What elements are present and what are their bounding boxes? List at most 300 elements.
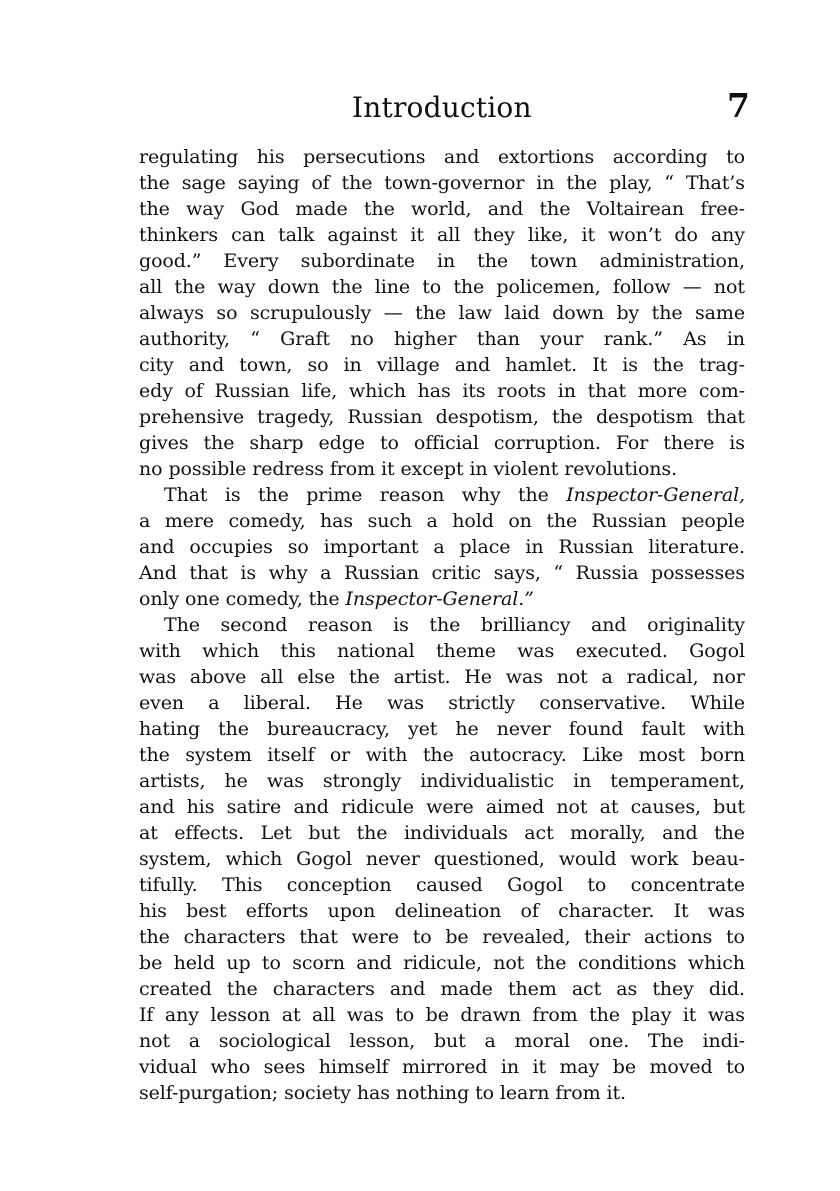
word: “ bbox=[250, 328, 260, 350]
word: higher bbox=[394, 328, 457, 350]
word: all bbox=[260, 666, 284, 688]
word: any bbox=[710, 224, 745, 246]
word: liberal. bbox=[243, 692, 311, 714]
text-line bbox=[139, 248, 745, 274]
word: against bbox=[327, 224, 398, 246]
word: despotism bbox=[595, 406, 694, 428]
text-line bbox=[139, 404, 745, 430]
word: that bbox=[189, 562, 228, 584]
word: the bbox=[589, 1004, 620, 1026]
word: city bbox=[139, 354, 174, 376]
word: your bbox=[540, 328, 584, 350]
word: moved bbox=[649, 1056, 713, 1078]
word: the bbox=[331, 276, 363, 298]
word: actions bbox=[643, 926, 713, 948]
word: redress bbox=[252, 458, 324, 480]
word: concentrate bbox=[630, 874, 745, 896]
word: While bbox=[690, 692, 745, 714]
word: its bbox=[462, 380, 486, 402]
word: possesses bbox=[651, 562, 745, 584]
word: and bbox=[454, 354, 491, 376]
word: persecutions bbox=[303, 146, 426, 168]
word: the bbox=[139, 926, 170, 948]
word: conception bbox=[286, 874, 392, 896]
word: not bbox=[556, 666, 588, 688]
word: has bbox=[320, 510, 354, 532]
word: vidual bbox=[139, 1056, 198, 1078]
word: than bbox=[476, 328, 520, 350]
word: was bbox=[139, 666, 177, 688]
word: indi- bbox=[702, 1030, 745, 1052]
word: individualistic bbox=[420, 770, 555, 792]
word: it bbox=[581, 224, 595, 246]
word: effects. bbox=[174, 822, 245, 844]
word: This bbox=[222, 874, 263, 896]
word: sharp bbox=[249, 432, 304, 454]
word: only bbox=[139, 588, 180, 610]
word: beau- bbox=[692, 848, 745, 870]
word: radical, bbox=[626, 666, 699, 688]
text-line bbox=[139, 612, 745, 638]
word: of bbox=[520, 900, 539, 922]
word: act bbox=[524, 822, 554, 844]
word: was bbox=[505, 666, 543, 688]
word: not bbox=[556, 796, 588, 818]
word: be bbox=[425, 1004, 449, 1026]
word: — bbox=[383, 302, 403, 324]
word: society bbox=[284, 1082, 351, 1104]
word: it bbox=[682, 1004, 697, 1026]
text-line bbox=[139, 768, 745, 794]
word: as bbox=[616, 978, 638, 1000]
word: the bbox=[308, 588, 340, 610]
word: administration, bbox=[599, 250, 745, 272]
word: authority, bbox=[139, 328, 230, 350]
text-line bbox=[139, 508, 745, 534]
word: the bbox=[477, 250, 508, 272]
word: by bbox=[616, 302, 640, 324]
word: above bbox=[189, 666, 247, 688]
word: else bbox=[297, 666, 336, 688]
word: He bbox=[464, 666, 492, 688]
word: autocracy. bbox=[469, 744, 567, 766]
word: to bbox=[379, 432, 399, 454]
word: was bbox=[346, 1004, 384, 1026]
word: second bbox=[220, 614, 288, 636]
word: Like bbox=[582, 744, 624, 766]
word: to bbox=[395, 1004, 415, 1026]
word: is bbox=[240, 562, 257, 584]
word: prime bbox=[306, 484, 363, 506]
word: such bbox=[367, 510, 413, 532]
word: Graft bbox=[280, 328, 330, 350]
word: he bbox=[224, 770, 248, 792]
word: a bbox=[320, 562, 332, 584]
word: to bbox=[726, 1056, 745, 1078]
text-line bbox=[139, 820, 745, 846]
text-line bbox=[139, 430, 745, 456]
word: himself bbox=[318, 1056, 389, 1078]
text-line bbox=[139, 326, 745, 352]
text-line bbox=[139, 300, 745, 326]
word: Gogol bbox=[296, 848, 352, 870]
word: the bbox=[539, 198, 571, 220]
word: made bbox=[440, 978, 493, 1000]
word: was bbox=[386, 692, 425, 714]
text-line bbox=[139, 1054, 745, 1080]
word: Gogol bbox=[507, 874, 563, 896]
word: way bbox=[217, 276, 256, 298]
word: the bbox=[257, 484, 289, 506]
word: to bbox=[422, 276, 442, 298]
word: why bbox=[268, 562, 308, 584]
word: the bbox=[341, 172, 373, 194]
word: sage bbox=[181, 172, 226, 194]
word: Inspector-General, bbox=[566, 484, 745, 506]
word: violent bbox=[493, 458, 559, 480]
word: and bbox=[188, 354, 225, 376]
word: says, bbox=[493, 562, 541, 584]
word: satire bbox=[226, 796, 282, 818]
word: but bbox=[713, 796, 745, 818]
page-number: 7 bbox=[727, 86, 750, 125]
word: a bbox=[484, 1030, 496, 1052]
word: revealed, bbox=[482, 926, 571, 948]
word: which bbox=[225, 848, 283, 870]
word: to bbox=[475, 1082, 494, 1104]
word: rank.” bbox=[603, 328, 663, 350]
word: held bbox=[173, 952, 215, 974]
word: made bbox=[295, 198, 348, 220]
word: from bbox=[555, 1082, 601, 1104]
word: extortions bbox=[497, 146, 595, 168]
word: Russian bbox=[343, 562, 419, 584]
word: the bbox=[348, 666, 380, 688]
word: drawn bbox=[460, 1004, 521, 1026]
word: Inspector-General.” bbox=[345, 588, 534, 610]
word: with bbox=[703, 718, 745, 740]
word: ridicule, bbox=[403, 952, 482, 974]
word: and bbox=[139, 536, 175, 558]
word: life, bbox=[301, 380, 338, 402]
word: with bbox=[139, 640, 181, 662]
text-line bbox=[139, 1002, 745, 1028]
word: born bbox=[700, 744, 745, 766]
running-head bbox=[0, 88, 840, 128]
word: in bbox=[573, 770, 592, 792]
text-line bbox=[139, 976, 745, 1002]
word: won’t bbox=[608, 224, 662, 246]
word: sociological bbox=[218, 1030, 331, 1052]
word: his bbox=[139, 900, 167, 922]
text-line bbox=[139, 456, 745, 482]
word: in bbox=[469, 458, 488, 480]
word: same bbox=[695, 302, 745, 324]
word: and bbox=[389, 978, 426, 1000]
word: in bbox=[525, 536, 544, 558]
word: trag- bbox=[698, 354, 745, 376]
word: the bbox=[651, 302, 683, 324]
word: created bbox=[139, 978, 212, 1000]
word: roots bbox=[497, 380, 547, 402]
text-line bbox=[139, 196, 745, 222]
word: and bbox=[139, 796, 175, 818]
word: to bbox=[726, 926, 745, 948]
text-line bbox=[139, 222, 745, 248]
word: morally, bbox=[570, 822, 646, 844]
word: God bbox=[240, 198, 279, 220]
word: the bbox=[429, 614, 461, 636]
word: character. bbox=[558, 900, 655, 922]
word: “ bbox=[664, 172, 674, 194]
text-line bbox=[139, 586, 745, 612]
text-line bbox=[139, 950, 745, 976]
word: there bbox=[663, 432, 715, 454]
word: always bbox=[139, 302, 204, 324]
word: the bbox=[552, 406, 583, 428]
word: the bbox=[174, 276, 206, 298]
word: his bbox=[186, 796, 215, 818]
text-line bbox=[139, 898, 745, 924]
word: not bbox=[139, 1030, 171, 1052]
word: to bbox=[261, 952, 281, 974]
word: one. bbox=[588, 1030, 630, 1052]
word: to bbox=[587, 874, 607, 896]
word: town-governor bbox=[384, 172, 525, 194]
word: who bbox=[210, 1056, 251, 1078]
word: line bbox=[374, 276, 410, 298]
word: but bbox=[433, 1030, 466, 1052]
word: a bbox=[208, 692, 220, 714]
text-line bbox=[139, 534, 745, 560]
text-line bbox=[139, 872, 745, 898]
word: were bbox=[426, 796, 474, 818]
word: brilliancy bbox=[480, 614, 571, 636]
word: lesson bbox=[210, 1004, 271, 1026]
word: the bbox=[363, 198, 395, 220]
word: critic bbox=[431, 562, 482, 584]
word: Gogol bbox=[689, 640, 745, 662]
word: is bbox=[622, 354, 638, 376]
word: possible bbox=[168, 458, 247, 480]
word: comedy, bbox=[225, 588, 303, 610]
word: individuals bbox=[403, 822, 508, 844]
text-line bbox=[139, 482, 745, 508]
word: do bbox=[674, 224, 698, 246]
text-line bbox=[139, 1028, 745, 1054]
word: a bbox=[433, 536, 445, 558]
word: revolutions. bbox=[564, 458, 678, 480]
word: system bbox=[185, 744, 252, 766]
word: found bbox=[568, 718, 624, 740]
word: would bbox=[558, 848, 617, 870]
text-line bbox=[139, 638, 745, 664]
word: self-purgation; bbox=[139, 1082, 279, 1104]
word: most bbox=[638, 744, 686, 766]
word: which bbox=[687, 952, 745, 974]
word: best bbox=[186, 900, 227, 922]
word: all bbox=[437, 224, 461, 246]
word: the bbox=[203, 432, 235, 454]
word: has bbox=[356, 1082, 390, 1104]
word: policemen, bbox=[496, 276, 601, 298]
word: the bbox=[453, 276, 485, 298]
word: that bbox=[587, 380, 627, 402]
text-line bbox=[139, 664, 745, 690]
word: Russian bbox=[214, 380, 290, 402]
word: act bbox=[571, 978, 602, 1000]
word: to bbox=[726, 146, 745, 168]
word: them bbox=[507, 978, 557, 1000]
word: has bbox=[417, 380, 451, 402]
word: at bbox=[599, 796, 619, 818]
word: and bbox=[487, 198, 524, 220]
word: causes, bbox=[630, 796, 701, 818]
text-line bbox=[139, 742, 745, 768]
word: good.” bbox=[139, 250, 202, 272]
word: work bbox=[630, 848, 679, 870]
word: in bbox=[557, 380, 576, 402]
word: the bbox=[535, 952, 567, 974]
word: so bbox=[307, 354, 329, 376]
word: com- bbox=[698, 380, 745, 402]
word: the bbox=[422, 744, 454, 766]
word: people bbox=[681, 510, 745, 532]
word: caused bbox=[415, 874, 483, 896]
word: law bbox=[458, 302, 492, 324]
word: but bbox=[308, 822, 341, 844]
word: system, bbox=[139, 848, 212, 870]
word: is bbox=[729, 432, 745, 454]
word: in bbox=[500, 1056, 519, 1078]
word: from bbox=[532, 1004, 578, 1026]
word: no bbox=[350, 328, 374, 350]
word: Russia bbox=[575, 562, 639, 584]
word: in bbox=[726, 328, 745, 350]
word: reason bbox=[308, 614, 373, 636]
word: delineation bbox=[394, 900, 502, 922]
word: according bbox=[612, 146, 708, 168]
word: and bbox=[443, 146, 480, 168]
word: was bbox=[266, 770, 304, 792]
word: the bbox=[566, 172, 598, 194]
word: mirrored bbox=[401, 1056, 488, 1078]
word: at bbox=[139, 822, 158, 844]
word: is bbox=[393, 614, 409, 636]
word: comedy, bbox=[228, 510, 306, 532]
word: the bbox=[714, 822, 745, 844]
word: fault bbox=[641, 718, 686, 740]
word: to bbox=[412, 926, 432, 948]
word: prehensive bbox=[139, 406, 245, 428]
word: they bbox=[473, 224, 515, 246]
text-line bbox=[139, 352, 745, 378]
word: a bbox=[426, 510, 438, 532]
word: which bbox=[202, 640, 260, 662]
word: Russian bbox=[591, 510, 667, 532]
text-line bbox=[139, 716, 745, 742]
word: this bbox=[280, 640, 316, 662]
word: place bbox=[459, 536, 511, 558]
word: hamlet. bbox=[505, 354, 578, 376]
word: more bbox=[637, 380, 688, 402]
word: efforts bbox=[245, 900, 309, 922]
word: That’s bbox=[685, 172, 745, 194]
word: literature. bbox=[648, 536, 745, 558]
word: the bbox=[139, 198, 170, 220]
word: Let bbox=[260, 822, 292, 844]
word: — bbox=[682, 276, 702, 298]
word: a bbox=[139, 510, 151, 532]
word: nor bbox=[712, 666, 745, 688]
word: free- bbox=[700, 198, 745, 220]
word: world, bbox=[411, 198, 472, 220]
word: they bbox=[652, 978, 694, 1000]
word: was bbox=[517, 640, 555, 662]
word: corruption. bbox=[493, 432, 601, 454]
word: all bbox=[312, 1004, 336, 1026]
word: scorn bbox=[292, 952, 345, 974]
word: And bbox=[139, 562, 177, 584]
word: one bbox=[185, 588, 220, 610]
word: a bbox=[188, 1030, 200, 1052]
word: gives bbox=[139, 432, 189, 454]
word: edy bbox=[139, 380, 173, 402]
text-line bbox=[139, 1080, 745, 1106]
word: despotism, bbox=[435, 406, 539, 428]
text-line bbox=[139, 924, 745, 950]
word: like, bbox=[527, 224, 569, 246]
word: strongly bbox=[322, 770, 402, 792]
word: yet bbox=[408, 718, 438, 740]
word: which bbox=[348, 380, 406, 402]
word: executed. bbox=[575, 640, 668, 662]
word: was bbox=[707, 900, 745, 922]
word: play, bbox=[609, 172, 653, 194]
word: moral bbox=[514, 1030, 570, 1052]
word: mere bbox=[164, 510, 214, 532]
word: It bbox=[592, 354, 608, 376]
word: sees bbox=[263, 1056, 306, 1078]
word: the bbox=[546, 510, 578, 532]
word: theme bbox=[435, 640, 496, 662]
word: For bbox=[615, 432, 649, 454]
word: it. bbox=[606, 1082, 626, 1104]
word: conservative. bbox=[539, 692, 667, 714]
word: subordinate bbox=[300, 250, 415, 272]
word: conditions bbox=[577, 952, 677, 974]
word: were bbox=[351, 926, 399, 948]
word: it bbox=[380, 458, 395, 480]
word: his bbox=[256, 146, 285, 168]
word: any bbox=[164, 1004, 199, 1026]
text-line bbox=[139, 274, 745, 300]
word: why bbox=[461, 484, 501, 506]
word: all bbox=[139, 276, 163, 298]
word: a bbox=[601, 666, 613, 688]
word: play bbox=[631, 1004, 672, 1026]
word: the bbox=[356, 822, 388, 844]
word: in bbox=[536, 172, 555, 194]
word: “ bbox=[553, 562, 563, 584]
word: As bbox=[683, 328, 707, 350]
word: edge bbox=[318, 432, 365, 454]
word: not bbox=[493, 952, 525, 974]
word: was bbox=[707, 1004, 745, 1026]
word: and bbox=[293, 796, 329, 818]
word: important bbox=[323, 536, 419, 558]
word: never bbox=[365, 848, 420, 870]
